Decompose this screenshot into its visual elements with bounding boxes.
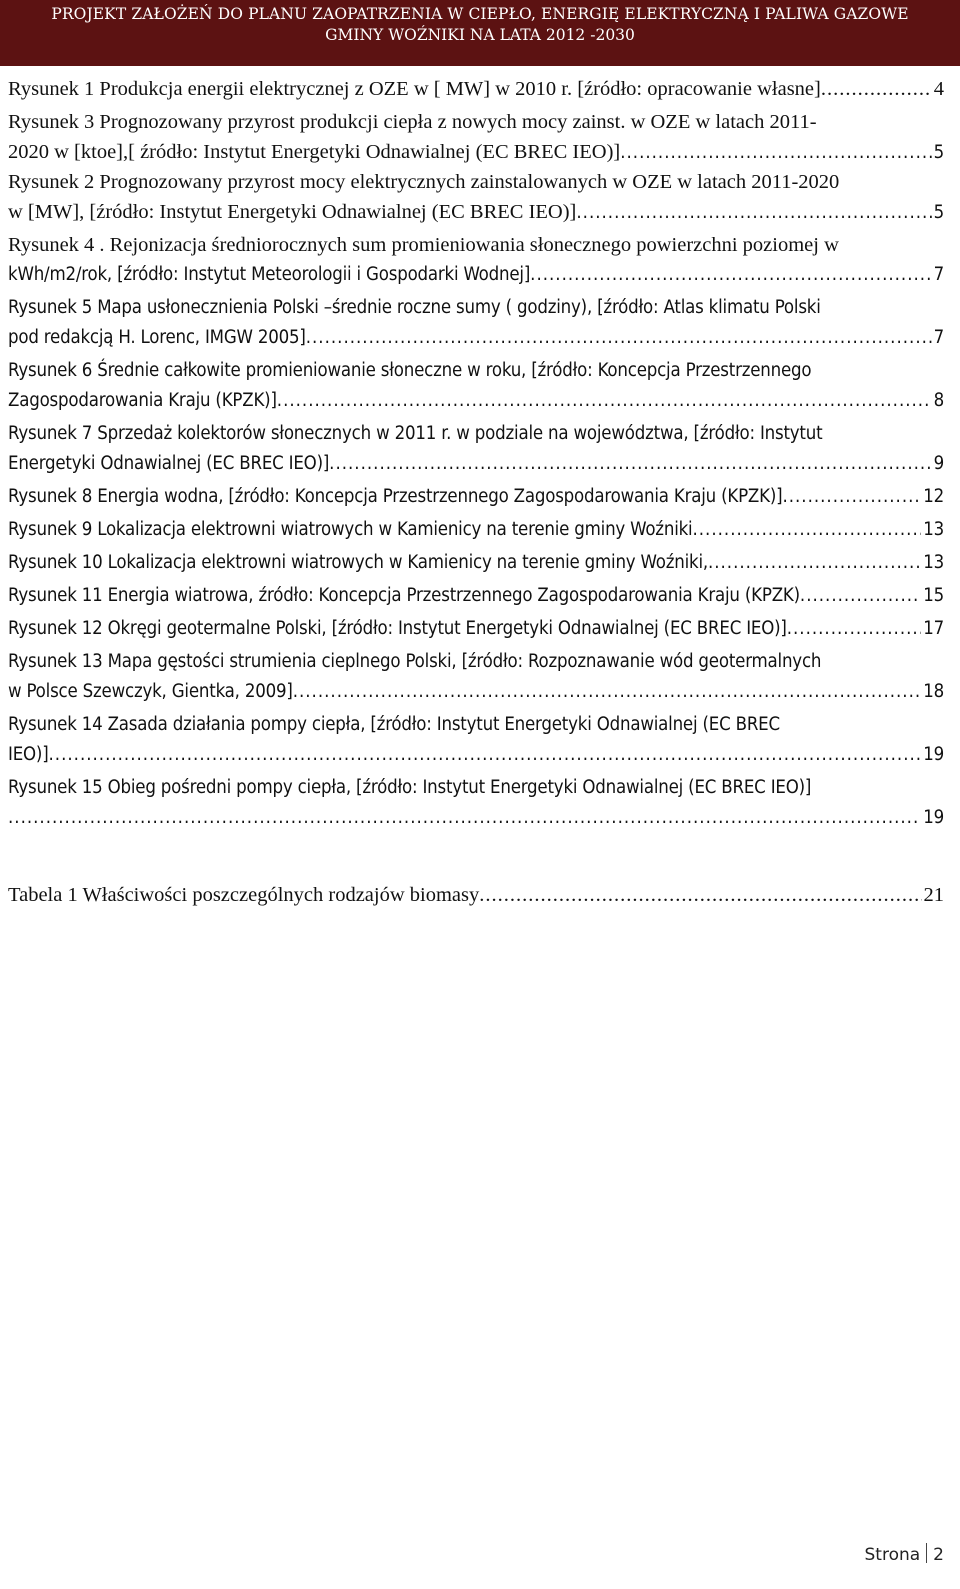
toc-leader-dots	[329, 449, 931, 479]
toc-entry-rysunek-4-line-2[interactable]	[8, 260, 944, 290]
header-title-line-1: PROJEKT ZAŁOŻEŃ DO PLANU ZAOPATRZENIA W CIEPŁO, ENERGIĘ ELEKTRYCZNĄ I PALIWA GAZOWE	[51, 5, 909, 23]
toc-entry-rysunek-7-line-1[interactable]	[8, 419, 944, 449]
toc-page-number: 4	[933, 78, 944, 100]
toc-entry-text: Zagospodarowania Kraju (KPZK)]	[8, 390, 277, 411]
toc-entry-rysunek-1[interactable]	[8, 74, 944, 104]
toc-page-number: 9	[933, 453, 944, 474]
toc-entry-rysunek-5-line-1[interactable]	[8, 293, 944, 323]
toc-entry-rysunek-3-line-1[interactable]	[8, 107, 944, 137]
toc-entry-rysunek-15-line-2[interactable]	[8, 803, 944, 833]
toc-page-number: 13	[923, 519, 944, 540]
document-header	[0, 0, 960, 66]
toc-entry-text: Rysunek 15 Obieg pośredni pompy ciepła, [źródło: Instytut Energetyki Odnawialnej (EC BREC IEO)]	[8, 777, 812, 798]
toc-entry-text: Rysunek 10 Lokalizacja elektrowni wiatrowych w Kamienicy na terenie gminy Woźniki,	[8, 552, 708, 573]
toc-entry-text: Rysunek 3 Prognozowany przyrost produkcji ciepła z nowych mocy zainst. w OZE w latach 2011-	[8, 111, 817, 133]
toc-entry-text: kWh/m2/rok, [źródło: Instytut Meteorologii i Gospodarki Wodnej]	[8, 264, 531, 285]
toc-entry-rysunek-4-line-1[interactable]	[8, 230, 944, 260]
toc-entry-text: w [MW], [źródło: Instytut Energetyki Odnawialnej (EC BREC IEO)]	[8, 201, 577, 223]
toc-page-number: 21	[923, 884, 944, 906]
toc-entry-rysunek-11[interactable]	[8, 581, 944, 611]
toc-entry-rysunek-10[interactable]	[8, 548, 944, 578]
toc-entry-rysunek-6-line-1[interactable]	[8, 356, 944, 386]
toc-page-number: 15	[923, 585, 944, 606]
toc-entry-rysunek-2-line-2[interactable]	[8, 197, 944, 227]
toc-leader-dots	[49, 740, 922, 770]
footer-page-number: 2	[933, 1545, 944, 1565]
toc-entry-rysunek-14-line-2[interactable]	[8, 740, 944, 770]
header-title-line-2: GMINY WOŹNIKI NA LATA 2012 -2030	[325, 26, 635, 44]
toc-leader-dots	[692, 515, 921, 545]
toc-entry-rysunek-12[interactable]	[8, 614, 944, 644]
toc-entry-rysunek-6-line-2[interactable]	[8, 386, 944, 416]
toc-page-number: 17	[923, 618, 944, 639]
toc-leader-dots	[782, 482, 921, 512]
toc-page-number: 5	[933, 142, 944, 163]
toc-entry-rysunek-3-line-2[interactable]	[8, 137, 944, 167]
toc-leader-dots	[306, 323, 932, 353]
toc-entry-text: Rysunek 2 Prognozowany przyrost mocy elektrycznych zainstalowanych w OZE w latach 2011-2020	[8, 171, 840, 193]
toc-entry-rysunek-13-line-2[interactable]	[8, 677, 944, 707]
toc-leader-dots	[576, 198, 931, 227]
toc-page-number: 12	[923, 486, 944, 507]
toc-entry-text: 2020 w [ktoe],[ źródło: Instytut Energetyki Odnawialnej (EC BREC IEO)]	[8, 141, 621, 163]
toc-entry-text: w Polsce Szewczyk, Gientka, 2009]	[8, 681, 293, 702]
toc-leader-dots	[620, 138, 931, 167]
toc-leader-dots	[479, 880, 921, 910]
toc-entry-text: Rysunek 7 Sprzedaż kolektorów słonecznych w 2011 r. w podziale na województwa, [źródło: Instytut	[8, 423, 823, 444]
toc-entry-text: IEO)]	[8, 744, 49, 765]
toc-entry-text: Rysunek 8 Energia wodna, [źródło: Koncepcja Przestrzennego Zagospodarowania Kraju (KPZK)]	[8, 486, 783, 507]
toc-entry-rysunek-2-line-1[interactable]	[8, 167, 944, 197]
toc-entry-text: Rysunek 12 Okręgi geotermalne Polski, [źródło: Instytut Energetyki Odnawialnej (EC BREC IEO)]	[8, 618, 787, 639]
toc-leader-dots	[293, 677, 922, 707]
toc-entry-text: Rysunek 11 Energia wiatrowa, źródło: Koncepcja Przestrzennego Zagospodarowania Kraju (KPZK)	[8, 585, 800, 606]
toc-entry-rysunek-14-line-1[interactable]	[8, 710, 944, 740]
toc-entry-text: Rysunek 6 Średnie całkowite promieniowanie słoneczne w roku, [źródło: Koncepcja Przestrzennego	[8, 360, 812, 381]
toc-entry-rysunek-9[interactable]	[8, 515, 944, 545]
toc-entry-text: Rysunek 1 Produkcja energii elektrycznej z OZE w [ MW] w 2010 r. [źródło: opracowanie własne]	[8, 78, 821, 100]
toc-entry-text: Rysunek 9 Lokalizacja elektrowni wiatrowych w Kamienicy na terenie gminy Woźniki	[8, 519, 693, 540]
toc-page-number: 13	[923, 552, 944, 573]
toc-leader-dots	[800, 581, 921, 611]
page-footer	[865, 1543, 945, 1565]
toc-entry-text: Rysunek 14 Zasada działania pompy ciepła, [źródło: Instytut Energetyki Odnawialnej (EC BREC	[8, 714, 780, 735]
toc-page-number: 19	[923, 744, 944, 765]
footer-divider	[926, 1543, 927, 1563]
toc-entry-text: pod redakcją H. Lorenc, IMGW 2005]	[8, 327, 306, 348]
toc-entry-text: Rysunek 13 Mapa gęstości strumienia cieplnego Polski, [źródło: Rozpoznawanie wód geotermalnych	[8, 651, 822, 672]
toc-entry-rysunek-8[interactable]	[8, 482, 944, 512]
toc-entry-text: Rysunek 5 Mapa usłonecznienia Polski –średnie roczne sumy ( godziny), [źródło: Atlas klimatu Polski	[8, 297, 821, 318]
toc-entry-text: Energetyki Odnawialnej (EC BREC IEO)]	[8, 453, 330, 474]
toc-entry-rysunek-15-line-1[interactable]	[8, 773, 944, 803]
toc-page-number: 7	[933, 264, 944, 285]
toc-leader-dots	[821, 74, 932, 104]
toc-page-number: 18	[923, 681, 944, 702]
toc-leader-dots	[530, 260, 931, 290]
toc-page-number: 5	[933, 202, 944, 223]
toc-entry-tabela-1[interactable]	[8, 880, 944, 910]
toc-entry-text: Tabela 1 Właściwości poszczególnych rodzajów biomasy	[8, 884, 480, 906]
toc-entry-text: Rysunek 4 . Rejonizacja średniorocznych sum promieniowania słonecznego powierzchni poziomej w	[8, 234, 839, 256]
toc-leader-dots	[277, 386, 932, 416]
toc-page-number: 8	[933, 390, 944, 411]
toc-leader-dots	[8, 803, 921, 833]
toc-entry-rysunek-5-line-2[interactable]	[8, 323, 944, 353]
toc-entry-rysunek-7-line-2[interactable]	[8, 449, 944, 479]
toc-entry-rysunek-13-line-1[interactable]	[8, 647, 944, 677]
toc-leader-dots	[708, 548, 921, 578]
toc-page-number: 19	[923, 807, 944, 828]
toc-leader-dots	[787, 614, 922, 644]
toc-page-number: 7	[933, 327, 944, 348]
footer-label: Strona	[864, 1545, 921, 1565]
